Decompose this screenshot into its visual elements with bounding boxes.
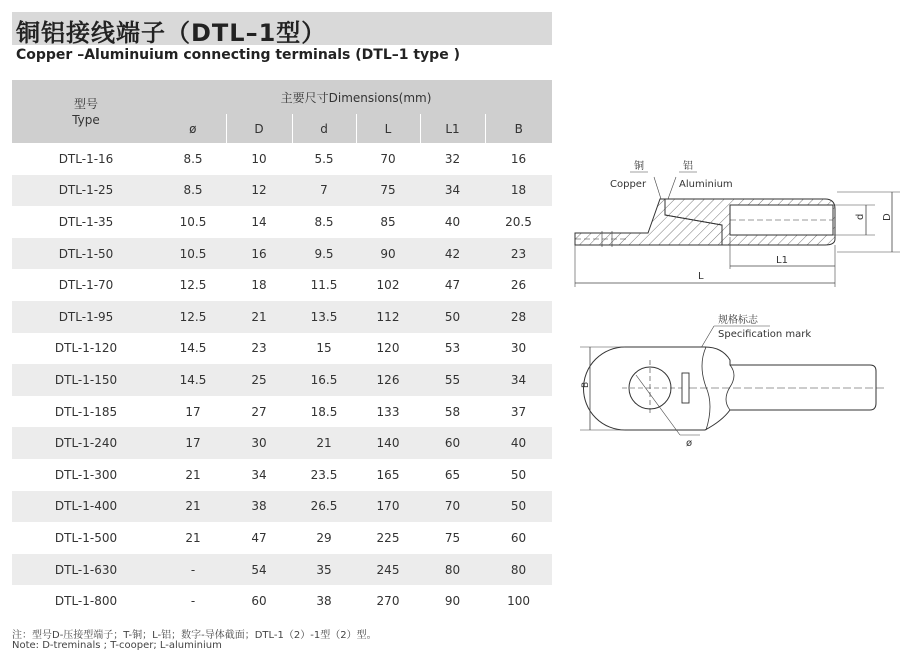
value-cell: 50 [420,301,485,333]
type-header [12,80,160,143]
type-cell: DTL-1-800 [12,585,160,617]
type-cell: DTL-1-70 [12,269,160,301]
value-cell: 38 [292,585,356,617]
value-cell: 60 [485,522,552,554]
value-cell: 18.5 [292,396,356,428]
type-cell: DTL-1-240 [12,427,160,459]
top-view-drawing [580,313,886,449]
value-cell: 28 [485,301,552,333]
table-row [12,491,552,523]
type-header-cn: 型号 [73,96,98,111]
value-cell: 21 [160,522,226,554]
value-cell: 10 [226,143,292,175]
type-cell: DTL-1-300 [12,459,160,491]
value-cell: 85 [356,206,420,238]
dim-D-label: D [882,213,893,221]
spec-mark-label-en: Specification mark [718,329,812,340]
value-cell: 14.5 [160,333,226,365]
value-cell: 18 [485,175,552,207]
spec-table [12,80,552,617]
value-cell: 80 [485,554,552,586]
type-cell: DTL-1-50 [12,238,160,270]
type-cell: DTL-1-16 [12,143,160,175]
type-cell: DTL-1-95 [12,301,160,333]
value-cell: 5.5 [292,143,356,175]
value-cell: 14 [226,206,292,238]
value-cell: 30 [485,333,552,365]
aluminium-label-cn: 铝 [683,161,693,172]
value-cell: 70 [420,491,485,523]
value-cell: 25 [226,364,292,396]
value-cell: 18 [226,269,292,301]
value-cell: 21 [226,301,292,333]
value-cell: 16.5 [292,364,356,396]
page-subtitle: Copper –Aluminuium connecting terminals (DTL–1 type ) [16,47,460,63]
value-cell: 23 [226,333,292,365]
value-cell: - [160,585,226,617]
value-cell: 27 [226,396,292,428]
dim-d-label: d [855,213,866,220]
value-cell: 21 [292,427,356,459]
value-cell: 8.5 [292,206,356,238]
table-row [12,396,552,428]
value-cell: 17 [160,396,226,428]
value-cell: 12.5 [160,269,226,301]
value-cell: 47 [226,522,292,554]
note-cn: 注：型号D-压接型端子；T-铜；L-铝；数字-导体截面；DTL-1（2）-1型（2）型。 [12,630,377,641]
table-row [12,554,552,586]
value-cell: 7 [292,175,356,207]
value-cell: 13.5 [292,301,356,333]
value-cell: 270 [356,585,420,617]
type-header-en: Type [72,112,100,127]
value-cell: 20.5 [485,206,552,238]
table-row [12,269,552,301]
value-cell: 126 [356,364,420,396]
value-cell: 8.5 [160,143,226,175]
value-cell: 60 [420,427,485,459]
value-cell: 58 [420,396,485,428]
value-cell: 16 [226,238,292,270]
side-view-drawing [575,159,900,287]
value-cell: 16 [485,143,552,175]
column-header-L: L [356,114,420,143]
value-cell: 10.5 [160,238,226,270]
value-cell: 21 [160,491,226,523]
type-cell: DTL-1-25 [12,175,160,207]
value-cell: 60 [226,585,292,617]
value-cell: 53 [420,333,485,365]
value-cell: 165 [356,459,420,491]
table-row [12,333,552,365]
value-cell: 54 [226,554,292,586]
value-cell: 12.5 [160,301,226,333]
type-cell: DTL-1-500 [12,522,160,554]
value-cell: 34 [420,175,485,207]
copper-label-cn: 铜 [634,161,644,172]
table-row [12,364,552,396]
table-row [12,238,552,270]
copper-label-en: Copper [610,179,647,190]
value-cell: 102 [356,269,420,301]
value-cell: 14.5 [160,364,226,396]
terminal-drawings [570,155,910,455]
dimensions-header: 主要尺寸Dimensions(mm) [160,80,552,114]
table-row [12,206,552,238]
value-cell: 26 [485,269,552,301]
value-cell: 30 [226,427,292,459]
value-cell: 90 [356,238,420,270]
value-cell: 50 [485,459,552,491]
value-cell: 23.5 [292,459,356,491]
value-cell: 42 [420,238,485,270]
value-cell: 34 [226,459,292,491]
dim-phi-label: ø [686,438,693,449]
value-cell: 133 [356,396,420,428]
table-row [12,427,552,459]
value-cell: 12 [226,175,292,207]
table-row [12,143,552,175]
type-cell: DTL-1-35 [12,206,160,238]
value-cell: 47 [420,269,485,301]
table-row [12,175,552,207]
value-cell: 15 [292,333,356,365]
value-cell: 170 [356,491,420,523]
table-row [12,301,552,333]
value-cell: 40 [485,427,552,459]
value-cell: 10.5 [160,206,226,238]
value-cell: 21 [160,459,226,491]
aluminium-label-en: Aluminium [679,179,733,190]
note-en: Note: D-treminals ; T-cooper; L-aluminium [12,640,222,651]
value-cell: 38 [226,491,292,523]
value-cell: 40 [420,206,485,238]
table-row [12,459,552,491]
column-header-phi: ø [160,114,226,143]
value-cell: 34 [485,364,552,396]
column-header-D: D [226,114,292,143]
value-cell: 100 [485,585,552,617]
value-cell: 11.5 [292,269,356,301]
value-cell: 17 [160,427,226,459]
value-cell: 55 [420,364,485,396]
value-cell: 140 [356,427,420,459]
type-cell: DTL-1-185 [12,396,160,428]
value-cell: 26.5 [292,491,356,523]
value-cell: 75 [356,175,420,207]
value-cell: 75 [420,522,485,554]
type-cell: DTL-1-120 [12,333,160,365]
value-cell: 32 [420,143,485,175]
type-cell: DTL-1-400 [12,491,160,523]
value-cell: - [160,554,226,586]
column-header-L1: L1 [420,114,485,143]
value-cell: 80 [420,554,485,586]
value-cell: 23 [485,238,552,270]
value-cell: 245 [356,554,420,586]
page-title: 铜铝接线端子（DTL–1型） [16,19,327,47]
value-cell: 9.5 [292,238,356,270]
value-cell: 29 [292,522,356,554]
value-cell: 225 [356,522,420,554]
column-header-B: B [485,114,552,143]
value-cell: 120 [356,333,420,365]
type-cell: DTL-1-150 [12,364,160,396]
value-cell: 70 [356,143,420,175]
type-cell: DTL-1-630 [12,554,160,586]
value-cell: 50 [485,491,552,523]
value-cell: 8.5 [160,175,226,207]
dim-L-label: L [698,271,704,282]
value-cell: 35 [292,554,356,586]
value-cell: 37 [485,396,552,428]
value-cell: 112 [356,301,420,333]
value-cell: 90 [420,585,485,617]
dim-B-label: B [581,381,591,388]
table-row [12,585,552,617]
dim-L1-label: L1 [776,255,788,266]
table-row [12,522,552,554]
spec-mark-label-cn: 规格标志 [718,315,758,326]
value-cell: 65 [420,459,485,491]
column-header-d: d [292,114,356,143]
